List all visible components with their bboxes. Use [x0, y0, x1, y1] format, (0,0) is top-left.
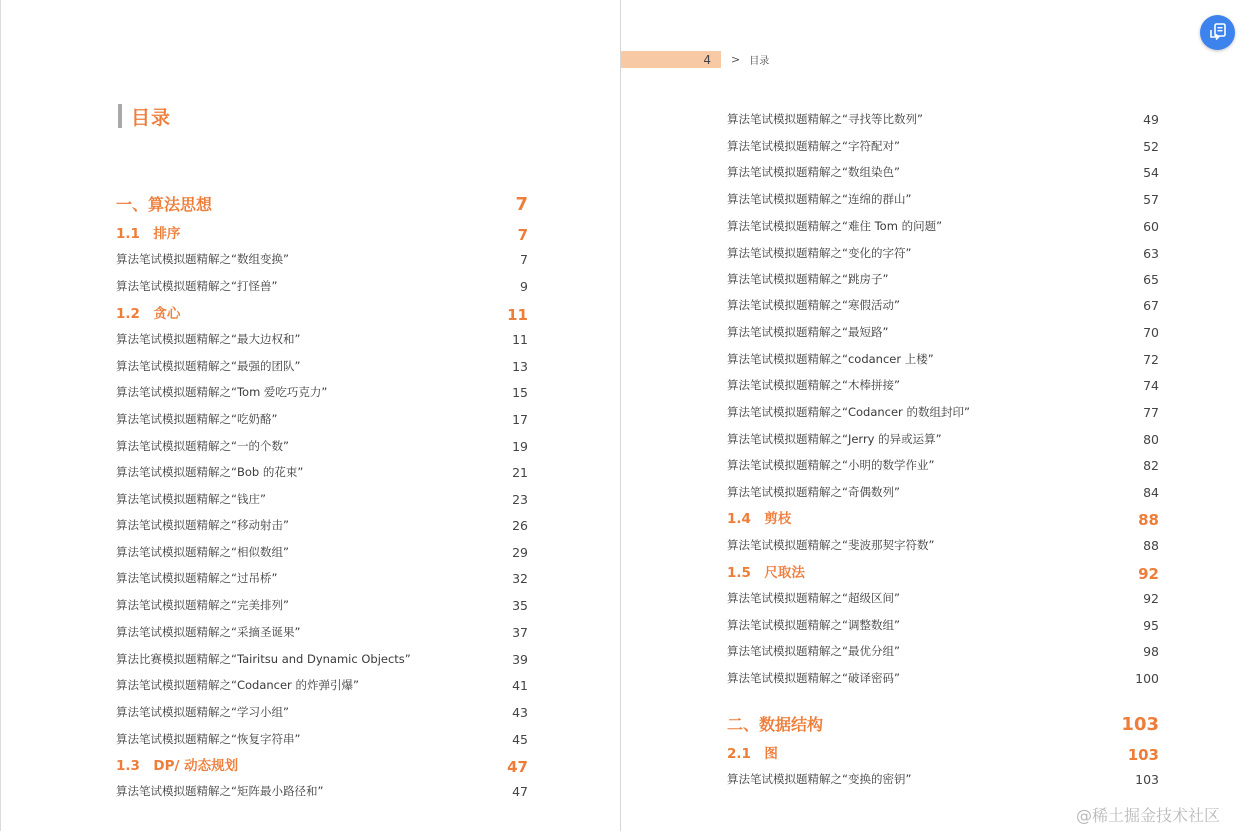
- toc-entry-label: 算法笔试模拟题精解之“变化的字符”: [727, 246, 912, 261]
- toc-item-entry[interactable]: [727, 587, 1159, 611]
- toc-entry-label: 算法笔试模拟题精解之“Bob 的花束”: [116, 465, 304, 480]
- toc-entry-page-number: 26: [512, 517, 528, 533]
- toc-entry-label: 算法笔试模拟题精解之“跳房子”: [727, 272, 889, 287]
- toc-item-entry[interactable]: [727, 614, 1159, 638]
- toc-entry-page-number: 103: [1127, 745, 1159, 764]
- toc-entry-label: 算法笔试模拟题精解之“Codancer 的数组封印”: [727, 405, 970, 420]
- toc-item-entry[interactable]: [727, 188, 1159, 212]
- toc-item-entry[interactable]: [116, 408, 528, 432]
- toc-entry-label: 算法笔试模拟题精解之“过吊桥”: [116, 571, 278, 586]
- toc-entry-label: 算法笔试模拟题精解之“完美排列”: [116, 598, 289, 613]
- toc-item-entry[interactable]: [116, 567, 528, 591]
- toc-item-entry[interactable]: [116, 701, 528, 725]
- toc-entry-label: 算法笔试模拟题精解之“最优分组”: [727, 644, 900, 659]
- toc-entry-label: 算法笔试模拟题精解之“难住 Tom 的问题”: [727, 219, 943, 234]
- toc-entry-page-number: 43: [512, 704, 528, 720]
- toc-item-entry[interactable]: [116, 621, 528, 645]
- toc-entry-label: 算法笔试模拟题精解之“最大边权和”: [116, 332, 301, 347]
- toc-entry-page-number: 41: [512, 677, 528, 693]
- page-number: 4: [621, 51, 721, 68]
- toc-item-entry[interactable]: [727, 161, 1159, 185]
- toc-entry-label: 算法笔试模拟题精解之“连绵的群山”: [727, 192, 912, 207]
- toc-entry-label: 算法笔试模拟题精解之“移动射击”: [116, 518, 289, 533]
- toc-entry-label: 1.1 排序: [116, 226, 181, 243]
- toc-entry-page-number: 95: [1143, 617, 1159, 633]
- toc-entry-page-number: 7: [517, 225, 528, 244]
- toc-entry-label: 算法笔试模拟题精解之“相似数组”: [116, 545, 289, 560]
- toc-entry-page-number: 49: [1143, 111, 1159, 127]
- toc-entry-label: 算法笔试模拟题精解之“吃奶酪”: [116, 412, 278, 427]
- toc-entry-page-number: 54: [1143, 164, 1159, 180]
- toc-entry-page-number: 63: [1143, 245, 1159, 261]
- toc-entry-page-number: 17: [512, 411, 528, 427]
- toc-entry-label: 算法比赛模拟题精解之“Tairitsu and Dynamic Objects”: [116, 652, 411, 667]
- toc-item-entry[interactable]: [727, 534, 1159, 558]
- toc-entry-page-number: 103: [1135, 771, 1159, 787]
- toc-entry-page-number: 74: [1143, 377, 1159, 393]
- toc-item-entry[interactable]: [727, 768, 1159, 792]
- toc-entry-page-number: 15: [512, 384, 528, 400]
- toc-entry-label: 1.5 尺取法: [727, 565, 805, 582]
- toc-entry-label: 算法笔试模拟题精解之“一的个数”: [116, 439, 289, 454]
- toc-entry-label: 算法笔试模拟题精解之“矩阵最小路径和”: [116, 784, 324, 799]
- toc-entry-label: 二、数据结构: [727, 715, 824, 734]
- toc-entry-label: 算法笔试模拟题精解之“木棒拼接”: [727, 378, 900, 393]
- page-header: [621, 51, 769, 68]
- toc-entry-label: 算法笔试模拟题精解之“破译密码”: [727, 671, 900, 686]
- toc-entry-label: 算法笔试模拟题精解之“调整数组”: [727, 618, 900, 633]
- toc-entry-label: 1.2 贪心: [116, 306, 181, 323]
- toc-entry-page-number: 88: [1138, 510, 1159, 529]
- toc-item-entry[interactable]: [116, 248, 528, 272]
- toc-entry-page-number: 32: [512, 570, 528, 586]
- toc-item-entry[interactable]: [116, 328, 528, 352]
- toc-entry-page-number: 52: [1143, 138, 1159, 154]
- toc-item-entry[interactable]: [727, 481, 1159, 505]
- toc-entry-page-number: 77: [1143, 404, 1159, 420]
- toc-item-entry[interactable]: [116, 594, 528, 618]
- toc-item-entry[interactable]: [116, 355, 528, 379]
- toc-entry-label: 算法笔试模拟题精解之“数组染色”: [727, 165, 900, 180]
- toc-entry-label: 算法笔试模拟题精解之“斐波那契字符数”: [727, 538, 935, 553]
- toc-item-entry[interactable]: [727, 454, 1159, 478]
- toc-entry-label: 算法笔试模拟题精解之“寒假活动”: [727, 298, 900, 313]
- toc-entry-label: 1.4 剪枝: [727, 511, 792, 528]
- toc-entry-page-number: 7: [520, 251, 528, 267]
- toc-item-entry[interactable]: [116, 541, 528, 565]
- toc-title: [118, 103, 171, 129]
- toc-section-entry[interactable]: [116, 303, 528, 327]
- toc-entry-page-number: 88: [1143, 537, 1159, 553]
- toc-entry-label: 算法笔试模拟题精解之“Tom 爱吃巧克力”: [116, 385, 328, 400]
- toc-entry-label: 算法笔试模拟题精解之“采摘圣诞果”: [116, 625, 301, 640]
- toc-entry-page-number: 103: [1121, 714, 1159, 735]
- toc-entry-page-number: 72: [1143, 351, 1159, 367]
- toc-item-entry[interactable]: [727, 242, 1159, 266]
- toc-entry-page-number: 21: [512, 464, 528, 480]
- toc-entry-label: 算法笔试模拟题精解之“奇偶数列”: [727, 485, 900, 500]
- toc-item-entry[interactable]: [727, 428, 1159, 452]
- toc-item-entry[interactable]: [116, 381, 528, 405]
- toc-item-entry[interactable]: [727, 321, 1159, 345]
- toc-chapter-entry[interactable]: [727, 713, 1159, 737]
- toc-entry-label: 算法笔试模拟题精解之“超级区间”: [727, 591, 900, 606]
- toc-entry-label: 算法笔试模拟题精解之“Jerry 的异或运算”: [727, 432, 942, 447]
- toc-item-entry[interactable]: [116, 674, 528, 698]
- toc-entry-page-number: 39: [512, 651, 528, 667]
- toc-item-entry[interactable]: [727, 135, 1159, 159]
- toc-entry-page-number: 57: [1143, 191, 1159, 207]
- toc-entry-page-number: 47: [507, 757, 528, 776]
- toc-entry-page-number: 9: [520, 278, 528, 294]
- toc-entry-label: 算法笔试模拟题精解之“变换的密钥”: [727, 772, 912, 787]
- toc-item-entry[interactable]: [116, 461, 528, 485]
- toc-entry-page-number: 29: [512, 544, 528, 560]
- toc-entry-label: 算法笔试模拟题精解之“恢复字符串”: [116, 732, 301, 747]
- toc-entry-label: 算法笔试模拟题精解之“最短路”: [727, 325, 889, 340]
- toc-entry-page-number: 11: [507, 305, 528, 324]
- toc-section-entry[interactable]: [116, 223, 528, 247]
- toc-item-entry[interactable]: [727, 348, 1159, 372]
- toc-entry-page-number: 45: [512, 731, 528, 747]
- page-transfer-button[interactable]: [1200, 15, 1235, 50]
- toc-section-entry[interactable]: [727, 743, 1159, 767]
- toc-entry-page-number: 70: [1143, 324, 1159, 340]
- toc-item-entry[interactable]: [116, 728, 528, 752]
- toc-item-entry[interactable]: [116, 275, 528, 299]
- toc-entry-page-number: 67: [1143, 297, 1159, 313]
- toc-section-entry[interactable]: [116, 755, 528, 779]
- toc-entry-label: 算法笔试模拟题精解之“数组变换”: [116, 252, 289, 267]
- toc-entry-label: 算法笔试模拟题精解之“寻找等比数列”: [727, 112, 923, 127]
- toc-entry-label: 算法笔试模拟题精解之“学习小组”: [116, 705, 289, 720]
- toc-entry-label: 算法笔试模拟题精解之“钱庄”: [116, 492, 266, 507]
- toc-item-entry[interactable]: [727, 401, 1159, 425]
- toc-entry-label: 一、算法思想: [116, 195, 213, 214]
- toc-item-entry[interactable]: [727, 667, 1159, 691]
- toc-item-entry[interactable]: [116, 648, 528, 672]
- toc-item-entry[interactable]: [727, 294, 1159, 318]
- toc-item-entry[interactable]: [727, 108, 1159, 132]
- toc-chapter-entry[interactable]: [116, 193, 528, 217]
- toc-entry-label: 算法笔试模拟题精解之“Codancer 的炸弹引爆”: [116, 678, 359, 693]
- breadcrumb: 目录: [749, 56, 770, 67]
- toc-entry-page-number: 47: [512, 783, 528, 799]
- title-bar-decoration: [118, 104, 122, 128]
- toc-entry-label: 算法笔试模拟题精解之“最强的团队”: [116, 359, 301, 374]
- toc-title-text: 目录: [131, 106, 172, 129]
- toc-entry-page-number: 60: [1143, 218, 1159, 234]
- toc-entry-page-number: 100: [1135, 670, 1159, 686]
- toc-entry-page-number: 23: [512, 491, 528, 507]
- watermark: @稀土掘金技术社区: [1076, 806, 1221, 825]
- toc-entry-label: 2.1 图: [727, 746, 778, 763]
- toc-entry-label: 算法笔试模拟题精解之“codancer 上楼”: [727, 352, 934, 367]
- page-transfer-icon: [1208, 21, 1228, 45]
- toc-entry-label: 算法笔试模拟题精解之“打怪兽”: [116, 279, 278, 294]
- toc-entry-page-number: 13: [512, 358, 528, 374]
- toc-entry-page-number: 7: [515, 194, 528, 215]
- toc-item-entry[interactable]: [727, 374, 1159, 398]
- breadcrumb-separator: >: [731, 53, 741, 66]
- toc-entry-page-number: 35: [512, 597, 528, 613]
- toc-entry-label: 算法笔试模拟题精解之“字符配对”: [727, 139, 900, 154]
- toc-entry-page-number: 80: [1143, 431, 1159, 447]
- toc-entry-label: 1.3 DP/ 动态规划: [116, 758, 239, 775]
- toc-entry-page-number: 82: [1143, 457, 1159, 473]
- toc-section-entry[interactable]: [727, 508, 1159, 532]
- toc-entry-label: 算法笔试模拟题精解之“小明的数学作业”: [727, 458, 935, 473]
- toc-item-entry[interactable]: [116, 780, 528, 804]
- toc-entry-page-number: 92: [1143, 590, 1159, 606]
- toc-item-entry[interactable]: [116, 488, 528, 512]
- toc-entry-page-number: 92: [1138, 564, 1159, 583]
- toc-item-entry[interactable]: [727, 215, 1159, 239]
- toc-entry-page-number: 11: [512, 331, 528, 347]
- toc-item-entry[interactable]: [727, 268, 1159, 292]
- toc-section-entry[interactable]: [727, 562, 1159, 586]
- toc-entry-page-number: 65: [1143, 271, 1159, 287]
- toc-entry-page-number: 84: [1143, 484, 1159, 500]
- toc-entry-page-number: 37: [512, 624, 528, 640]
- toc-item-entry[interactable]: [116, 435, 528, 459]
- toc-item-entry[interactable]: [727, 640, 1159, 664]
- toc-entry-page-number: 98: [1143, 643, 1159, 659]
- toc-entry-page-number: 19: [512, 438, 528, 454]
- toc-item-entry[interactable]: [116, 514, 528, 538]
